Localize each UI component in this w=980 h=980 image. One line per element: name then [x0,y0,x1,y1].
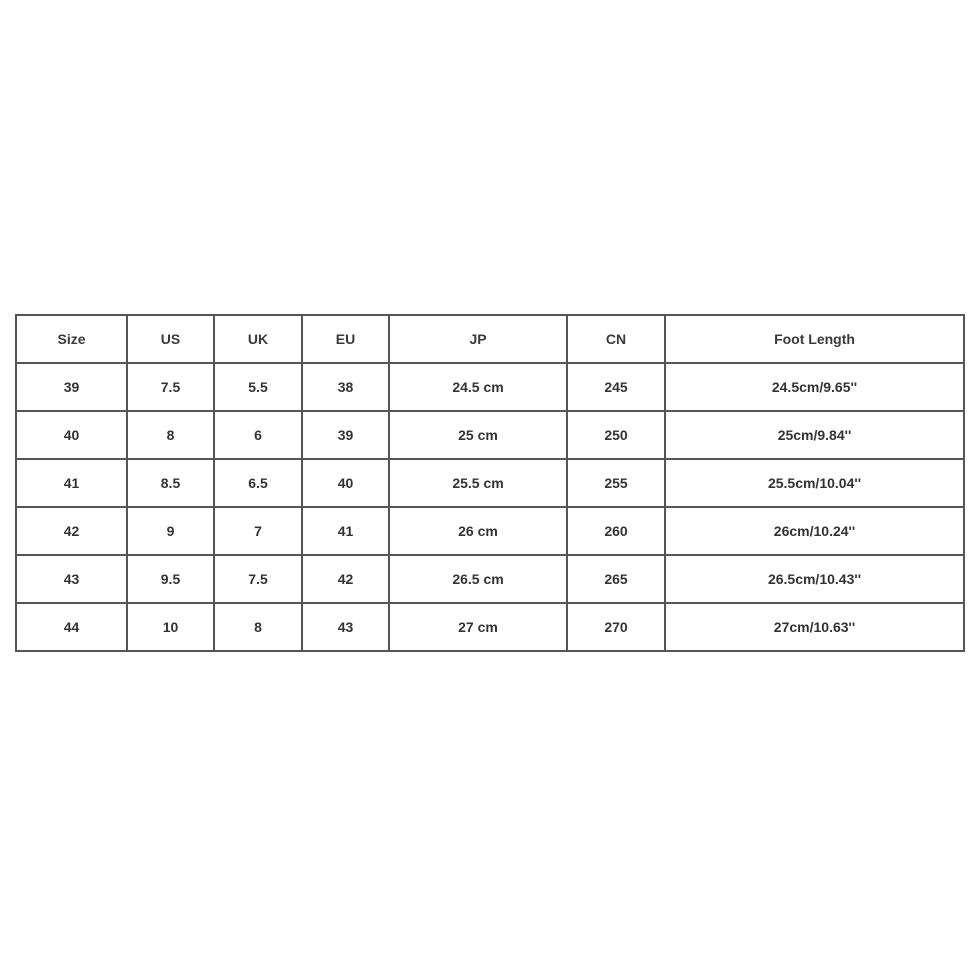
cell-eu: 42 [302,555,389,603]
cell-jp: 24.5 cm [389,363,567,411]
cell-us: 10 [127,603,214,651]
cell-jp: 27 cm [389,603,567,651]
table-row [16,507,964,555]
cell-size: 41 [16,459,127,507]
cell-us: 7.5 [127,363,214,411]
cell-size: 39 [16,363,127,411]
cell-eu: 41 [302,507,389,555]
table-row [16,411,964,459]
cell-jp: 25 cm [389,411,567,459]
header-size: Size [16,315,127,363]
table-row [16,459,964,507]
cell-eu: 39 [302,411,389,459]
size-chart-body [16,363,964,651]
cell-jp: 26 cm [389,507,567,555]
cell-size: 43 [16,555,127,603]
cell-uk: 8 [214,603,302,651]
cell-uk: 6 [214,411,302,459]
cell-eu: 38 [302,363,389,411]
cell-cn: 265 [567,555,665,603]
table-row [16,555,964,603]
cell-foot-length: 27cm/10.63'' [665,603,964,651]
cell-uk: 5.5 [214,363,302,411]
size-chart-table [15,314,965,652]
header-cn: CN [567,315,665,363]
cell-size: 42 [16,507,127,555]
table-row [16,603,964,651]
cell-us: 9.5 [127,555,214,603]
cell-cn: 260 [567,507,665,555]
header-foot-length: Foot Length [665,315,964,363]
header-row [16,315,964,363]
header-eu: EU [302,315,389,363]
cell-size: 40 [16,411,127,459]
cell-cn: 255 [567,459,665,507]
cell-uk: 7 [214,507,302,555]
cell-jp: 25.5 cm [389,459,567,507]
cell-us: 9 [127,507,214,555]
cell-foot-length: 26cm/10.24'' [665,507,964,555]
cell-foot-length: 25.5cm/10.04'' [665,459,964,507]
header-us: US [127,315,214,363]
cell-cn: 245 [567,363,665,411]
header-uk: UK [214,315,302,363]
cell-cn: 270 [567,603,665,651]
cell-uk: 7.5 [214,555,302,603]
cell-cn: 250 [567,411,665,459]
cell-us: 8 [127,411,214,459]
cell-size: 44 [16,603,127,651]
table-row [16,363,964,411]
cell-eu: 43 [302,603,389,651]
header-jp: JP [389,315,567,363]
cell-foot-length: 24.5cm/9.65'' [665,363,964,411]
cell-eu: 40 [302,459,389,507]
cell-foot-length: 25cm/9.84'' [665,411,964,459]
cell-foot-length: 26.5cm/10.43'' [665,555,964,603]
cell-us: 8.5 [127,459,214,507]
cell-uk: 6.5 [214,459,302,507]
size-chart-header [16,315,964,363]
cell-jp: 26.5 cm [389,555,567,603]
